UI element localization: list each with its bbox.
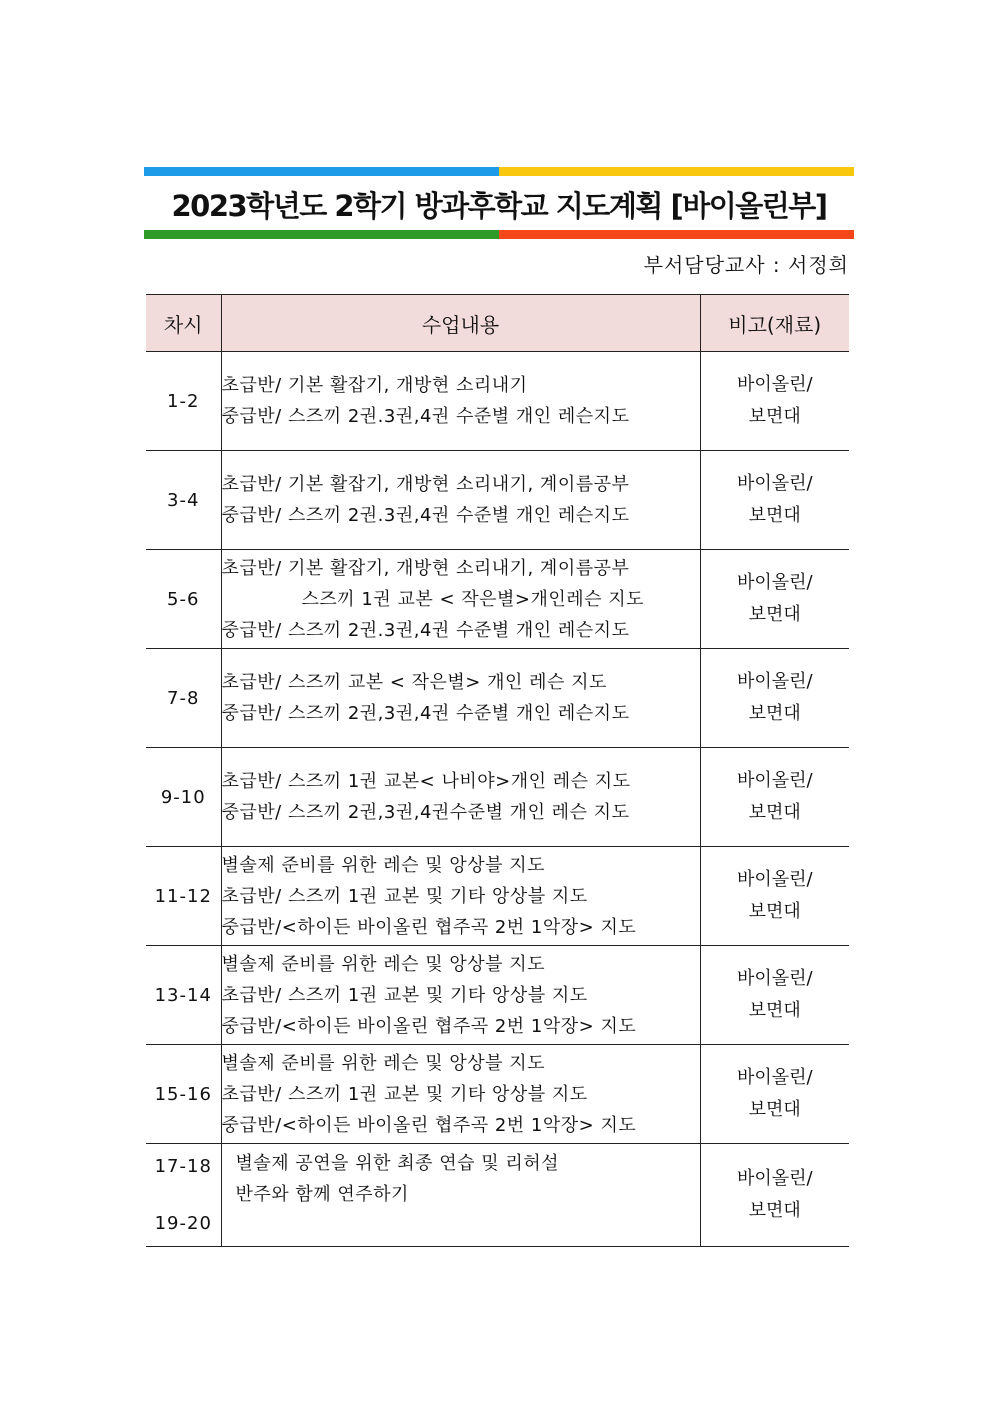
note-line: 바이올린/ [736,671,813,692]
note-cell [700,451,849,550]
note-cell [700,352,849,451]
content-line: 초급반/ 스즈끼 1권 교본 및 기타 앙상블 지도 [221,984,588,1006]
content-line: 스즈끼 1권 교본 < 작은별>개인레슨 지도 [301,588,645,610]
content-cell [221,847,700,946]
content-line: 초급반/ 기본 활잡기, 개방현 소리내기, 계이름공부 [221,474,630,495]
session-label: 19-20 [154,1213,212,1234]
content-line: 초급반/ 기본 활잡기, 개방현 소리내기, 계이름공부 [221,557,630,579]
note-line: 바이올린/ [736,770,813,791]
note-line: 바이올린/ [736,374,813,395]
content-cell [221,748,700,847]
content-line: 중급반/ 스즈끼 2권.3권,4권 수준별 개인 레슨지도 [221,505,630,526]
table-header-row [146,295,849,352]
table-row [146,847,849,946]
table-row [146,1045,849,1144]
content-line: 중급반/<하이든 바이올린 협주곡 2번 1악장> 지도 [221,1114,637,1136]
note-cell [700,1045,849,1144]
content-cell [221,1045,700,1144]
note-cell [700,649,849,748]
table-row [146,748,849,847]
session-cell: 1-2 [146,352,221,451]
content-line: 중급반/<하이든 바이올린 협주곡 2번 1악장> 지도 [221,916,637,938]
header-content: 수업내용 [221,295,700,352]
session-cell [146,1144,221,1247]
note-line: 보면대 [748,604,801,625]
header-session: 차시 [146,295,221,352]
note-line: 바이올린/ [736,1168,813,1189]
content-line: 별솔제 준비를 위한 레슨 및 앙상블 지도 [221,854,546,876]
session-label: 17-18 [154,1156,212,1177]
title-bar-top-left [144,167,499,176]
note-line: 보면대 [748,1200,801,1221]
note-line: 바이올린/ [736,869,813,890]
header-note: 비고(재료) [700,295,849,352]
note-cell [700,550,849,649]
content-line: 중급반/<하이든 바이올린 협주곡 2번 1악장> 지도 [221,1015,637,1037]
table-row [146,451,849,550]
content-cell [221,352,700,451]
content-cell [221,946,700,1045]
note-cell [700,847,849,946]
session-cell: 3-4 [146,451,221,550]
note-line: 보면대 [748,1099,801,1120]
note-line: 보면대 [748,901,801,922]
content-line: 초급반/ 스즈끼 1권 교본 및 기타 앙상블 지도 [221,1083,588,1105]
title-bar-bottom-right [499,230,854,239]
title-bar-bottom-left [144,230,499,239]
note-line: 보면대 [748,703,801,724]
content-line: 초급반/ 스즈끼 1권 교본 및 기타 앙상블 지도 [221,885,588,907]
session-cell: 15-16 [146,1045,221,1144]
content-line: 별솔제 공연을 위한 최종 연습 및 리허설 [235,1153,560,1174]
title-block [144,167,854,241]
note-cell [700,1144,849,1247]
note-line: 바이올린/ [736,968,813,989]
session-cell: 13-14 [146,946,221,1045]
content-line: 중급반/ 스즈끼 2권.3권,4권 수준별 개인 레슨지도 [221,406,630,427]
session-cell: 9-10 [146,748,221,847]
lesson-plan-table [146,294,849,1247]
note-line: 보면대 [748,505,801,526]
content-line: 별솔제 준비를 위한 레슨 및 앙상블 지도 [221,953,546,975]
content-cell [221,649,700,748]
page-title: 2023학년도 2학기 방과후학교 지도계획 [바이올린부] [171,188,827,223]
content-line: 초급반/ 스즈끼 교본 < 작은별> 개인 레슨 지도 [221,672,607,693]
content-cell [221,1144,700,1247]
session-cell: 5-6 [146,550,221,649]
content-line: 초급반/ 스즈끼 1권 교본< 나비야>개인 레슨 지도 [221,771,631,792]
note-line: 바이올린/ [736,473,813,494]
note-line: 보면대 [748,1000,801,1021]
title-bar-top-right [499,167,854,176]
table-row [146,649,849,748]
note-line: 바이올린/ [736,572,813,593]
content-line: 초급반/ 기본 활잡기, 개방현 소리내기 [221,375,528,396]
session-cell: 7-8 [146,649,221,748]
content-line: 별솔제 준비를 위한 레슨 및 앙상블 지도 [221,1052,546,1074]
note-line: 보면대 [748,802,801,823]
session-cell: 11-12 [146,847,221,946]
content-cell [221,550,700,649]
content-line: 중급반/ 스즈끼 2권.3권,4권 수준별 개인 레슨지도 [221,619,630,641]
table-row [146,946,849,1045]
content-line: 반주와 함께 연주하기 [235,1184,409,1205]
note-cell [700,748,849,847]
teacher-in-charge: 부서담당교사 : 서정희 [643,253,849,277]
table-row [146,1144,849,1247]
note-cell [700,946,849,1045]
table-row [146,352,849,451]
content-line: 중급반/ 스즈끼 2권,3권,4권수준별 개인 레슨 지도 [221,802,630,823]
note-line: 보면대 [748,406,801,427]
content-cell [221,451,700,550]
table-row [146,550,849,649]
note-line: 바이올린/ [736,1067,813,1088]
content-line: 중급반/ 스즈끼 2권,3권,4권 수준별 개인 레슨지도 [221,703,630,724]
